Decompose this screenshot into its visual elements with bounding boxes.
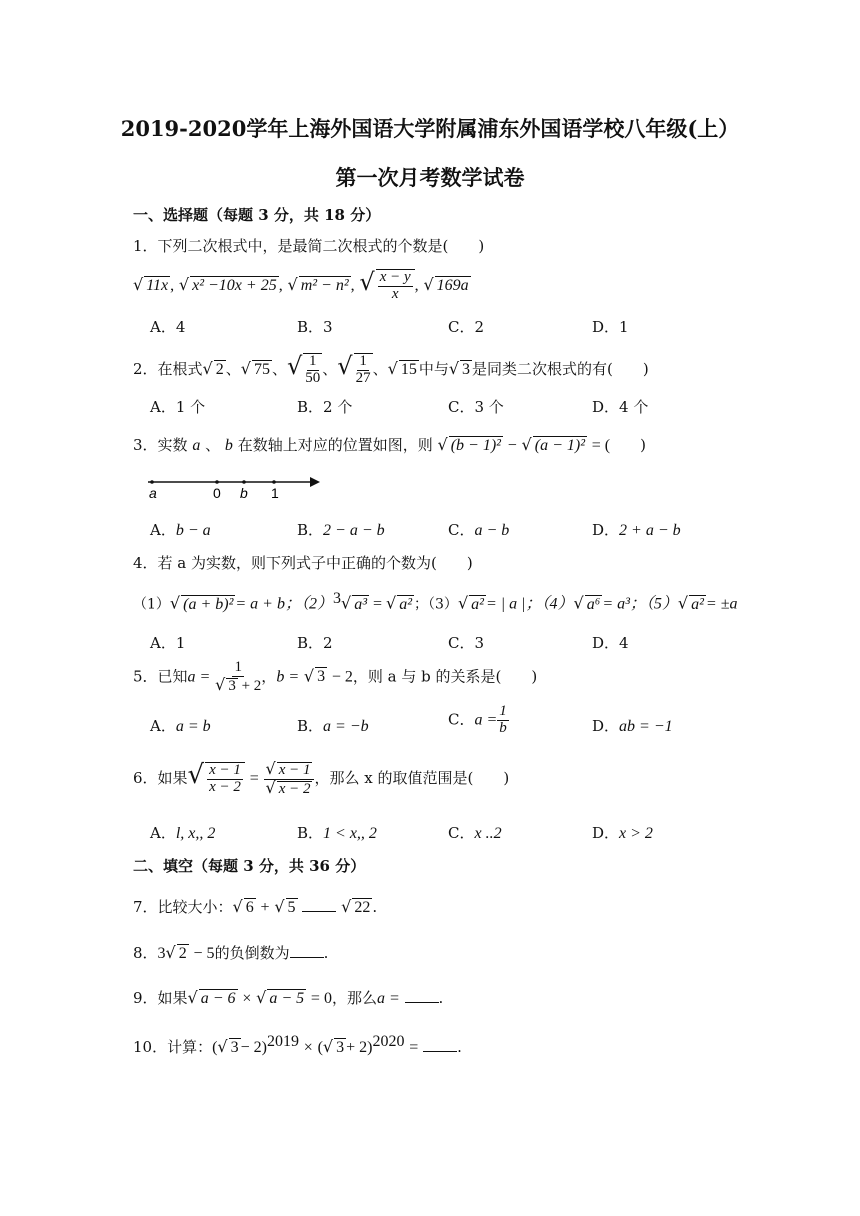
point-one [272,480,276,484]
number-line-arrow [310,477,320,487]
q4-option-a[interactable]: A．1 [150,634,186,652]
label-zero: 0 [213,485,221,501]
q5-option-a[interactable]: A．a = b [150,717,211,735]
question-1-stem: 1．下列二次根式中，是最简二次根式的个数是( ) [133,237,485,255]
q2-option-b[interactable]: B．2 个 [297,398,353,416]
q5-option-c[interactable]: C．a = $\frac{1}{b}$ [448,703,507,736]
section-heading-fill-blank: 二、填空（每题 3 分，共 36 分） [133,857,366,875]
question-3-stem: 3．实数 a 、 b 在数轴上对应的位置如图，则 √ (b − 1)² − √ (a − 1)² = ( ) [133,435,646,454]
q2-option-c[interactable]: C．3 个 [448,398,504,416]
point-a [150,480,154,484]
question-7: 7．比较大小：√ 6 + √ 5 √ 22 . [133,897,378,916]
q6-option-b[interactable]: B．1 < x,, 2 [297,824,377,842]
q7-answer-blank[interactable] [302,911,336,912]
q5-option-b[interactable]: B．a = −b [297,717,369,735]
q5-option-d[interactable]: D．ab = −1 [592,717,673,735]
question-10: 10．计算：(√ 3 − 2)$^{2019}$ × (√ 3 + 2)$^{2020}$ = . [133,1033,462,1056]
question-4-stem: 4．若 a 为实数，则下列式子中正确的个数为( ) [133,554,473,572]
question-5-stem: 5．已知a = $\frac{1}{√ 3 + 2}$ ，b = √ 3 − 2，则 a 与 b 的关系是( ) [133,659,538,694]
section-heading-choice: 一、选择题（每题 3 分，共 18 分） [133,206,381,224]
q1-option-b[interactable]: B．3 [297,318,333,336]
number-line-figure [140,470,325,504]
q6-option-c[interactable]: C．x ..2 [448,824,502,842]
label-a: a [149,485,157,501]
question-9: 9．如果√ a − 6 × √ a − 5 = 0，那么a = . [133,988,444,1007]
question-8: 8．3√ 2 − 5的负倒数为 . [133,943,329,962]
q2-option-d[interactable]: D．4 个 [592,398,649,416]
q2-option-a[interactable]: A．1 个 [150,398,206,416]
q1-option-a[interactable]: A．4 [150,318,186,336]
exam-title: 2019-2020学年上海外国语大学附属浦东外国语学校八年级(上） [120,116,740,141]
q3-option-d[interactable]: D．2 + a − b [592,521,681,539]
q1-option-d[interactable]: D．1 [592,318,629,336]
q3-option-c[interactable]: C．a − b [448,521,510,539]
q1-option-c[interactable]: C．2 [448,318,485,336]
point-b [242,480,246,484]
label-one: 1 [271,485,279,501]
q8-answer-blank[interactable] [290,957,324,958]
q6-option-a[interactable]: A．l, x,, 2 [150,824,216,842]
q3-option-a[interactable]: A．b − a [150,521,211,539]
question-4-statements: （1）√ (a + b)² = a + b；$(2)^3√$ a³ = √ a² ；（3）√ a² = | a |；（4）√ a⁶ = a³；（5）√ a² = ±a [133,590,738,613]
q6-option-d[interactable]: D．x > 2 [592,824,653,842]
q9-answer-blank[interactable] [405,1002,439,1003]
q10-answer-blank[interactable] [423,1051,457,1052]
q4-option-c[interactable]: C．3 [448,634,485,652]
exam-subtitle: 第一次月考数学试卷 [335,165,525,190]
question-6-stem: 6．如果√ $\frac{x - 1}{x - 2}$ = $\frac{√ x - 1}{√ x - 2}$ ，那么 x 的取值范围是( ) [133,758,510,797]
point-zero [215,480,219,484]
q3-option-b[interactable]: B．2 − a − b [297,521,385,539]
label-b: b [240,485,248,501]
question-1-expressions: √ 11x , √ x² −10x + 25 , √ m² − n² , √ $\frac{x - y}{x}$ , √ 169a [133,268,469,302]
question-2-stem: 2．在根式√ 2 、√ 75 、√ $\frac{1}{50}$ 、√ $\frac{1}{27}$ 、√ 15 中与√ 3 是同类二次根式的有( ) [133,352,649,386]
q4-option-d[interactable]: D．4 [592,634,629,652]
q4-option-b[interactable]: B．2 [297,634,333,652]
